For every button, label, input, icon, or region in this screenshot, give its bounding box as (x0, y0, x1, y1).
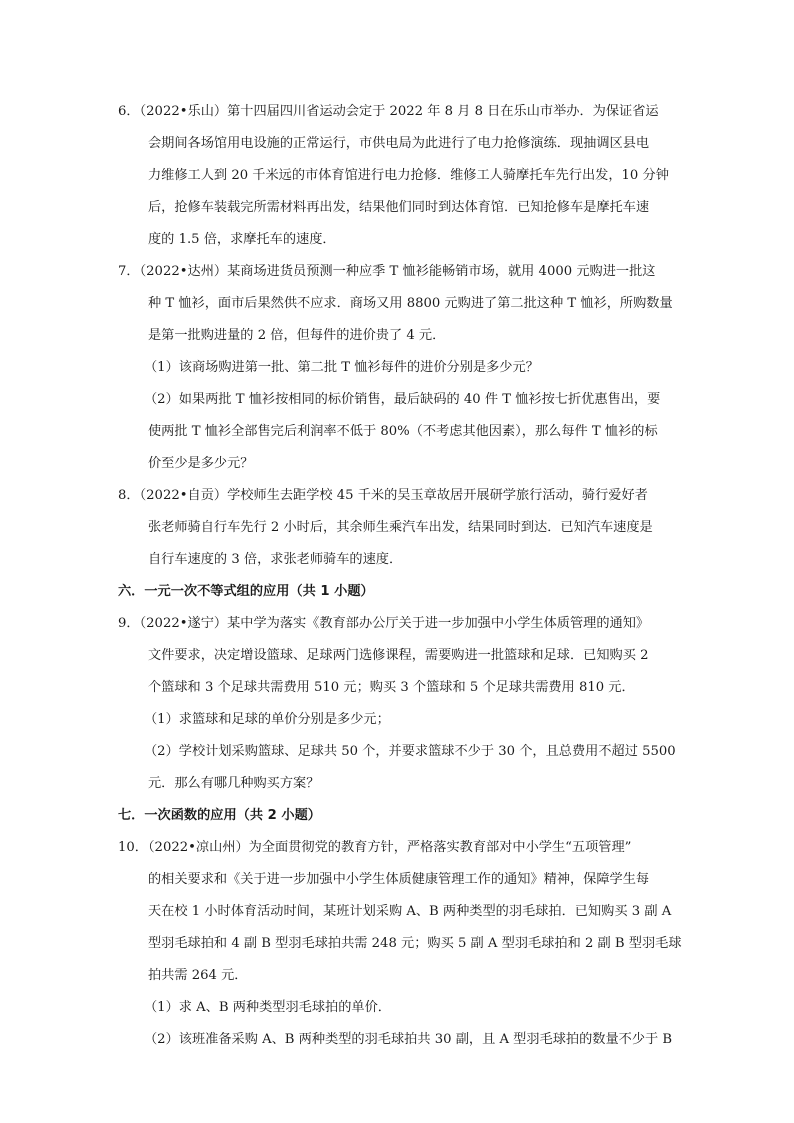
problem-text-line: 8．（2022•自贡）学校师生去距学校 45 千米的吴玉章故居开展研学旅行活动，骑行爱好者 (118, 488, 648, 503)
sub-question-line: （1）求篮球和足球的单价分别是多少元； (144, 712, 390, 727)
sub-question-line: 使两批 T 恤衫全部售完后利润率不低于 80%（不考虑其他因素），那么每件 T 恤衫的标 (148, 424, 658, 439)
problem-text-line: 拍共需 264 元． (148, 968, 248, 983)
problem-text-line: 天在校 1 小时体育活动时间，某班计划采购 A、B 两种类型的羽毛球拍．已知购买 3 副 A (148, 904, 672, 919)
problem-text-line: 的相关要求和《关于进一步加强中小学生体质健康管理工作的通知》精神，保障学生每 (148, 872, 650, 887)
problem-text-line: 张老师骑自行车先行 2 小时后，其余师生乘汽车出发，结果同时到达．已知汽车速度是 (148, 520, 653, 535)
problem-7 (118, 256, 680, 480)
sub-question-line: （2）该班准备采购 A、B 两种类型的羽毛球拍共 30 副，且 A 型羽毛球拍的数量不少于 B (144, 1032, 673, 1047)
sub-question-line: 价至少是多少元？ (148, 456, 254, 471)
problem-10 (118, 832, 680, 1056)
problem-6 (118, 96, 680, 256)
document-content (118, 96, 680, 1056)
problem-text-line: 型羽毛球拍和 4 副 B 型羽毛球拍共需 248 元；购买 5 副 A 型羽毛球拍和 2 副 B 型羽毛球 (148, 936, 682, 951)
problem-text-line: 力维修工人到 20 千米远的市体育馆进行电力抢修．维修工人骑摩托车先行出发，10 分钟 (148, 168, 669, 183)
problem-text-line: 个篮球和 3 个足球共需费用 510 元；购买 3 个篮球和 5 个足球共需费用 810 元． (148, 680, 635, 695)
problem-text-line: 文件要求，决定增设篮球、足球两门选修课程，需要购进一批篮球和足球．已知购买 2 (148, 648, 649, 663)
problem-text-line: 种 T 恤衫，面市后果然供不应求．商场又用 8800 元购进了第二批这种 T 恤衫，所购数量 (148, 296, 673, 311)
sub-question-line: （1）求 A、B 两种类型羽毛球拍的单价． (144, 1000, 391, 1015)
sub-question-line: （2）学校计划采购篮球、足球共 50 个，并要求篮球不少于 30 个，且总费用不超过 5500 (144, 744, 676, 759)
section-heading-six: 六．一元一次不等式组的应用（共 1 小题） (118, 584, 374, 599)
problem-8 (118, 480, 680, 576)
problem-text-line: 后，抢修车装载完所需材料再出发，结果他们同时到达体育馆．已知抢修车是摩托车速 (148, 200, 650, 215)
problem-text-line: 度的 1.5 倍，求摩托车的速度． (148, 232, 336, 247)
problem-text-line: 10．（2022•凉山州）为全面贯彻党的教育方针，严格落实教育部对中小学生“五项管理” (118, 840, 632, 855)
section-heading-seven: 七．一次函数的应用（共 2 小题） (118, 808, 321, 823)
problem-text-line: 9．（2022•遂宁）某中学为落实《教育部办公厅关于进一步加强中小学生体质管理的通知》 (118, 616, 650, 631)
problem-text-line: 是第一批购进量的 2 倍，但每件的进价贵了 4 元． (148, 328, 446, 343)
problem-text-line: 会期间各场馆用电设施的正常运行，市供电局为此进行了电力抢修演练．现抽调区县电 (148, 136, 650, 151)
sub-question-line: 元．那么有哪几种购买方案？ (148, 776, 320, 791)
problem-text-line: 自行车速度的 3 倍，求张老师骑车的速度． (148, 552, 403, 567)
sub-question-line: （2）如果两批 T 恤衫按相同的标价销售，最后缺码的 40 件 T 恤衫按七折优惠售出，要 (144, 392, 661, 407)
problem-9 (118, 608, 680, 800)
problem-text-line: 7．（2022•达州）某商场进货员预测一种应季 T 恤衫能畅销市场，就用 4000 元购进一批这 (118, 264, 656, 279)
sub-question-line: （1）该商场购进第一批、第二批 T 恤衫每件的进价分别是多少元？ (144, 360, 539, 375)
problem-text-line: 6．（2022•乐山）第十四届四川省运动会定于 2022 年 8 月 8 日在乐山市举办．为保证省运 (118, 104, 659, 119)
